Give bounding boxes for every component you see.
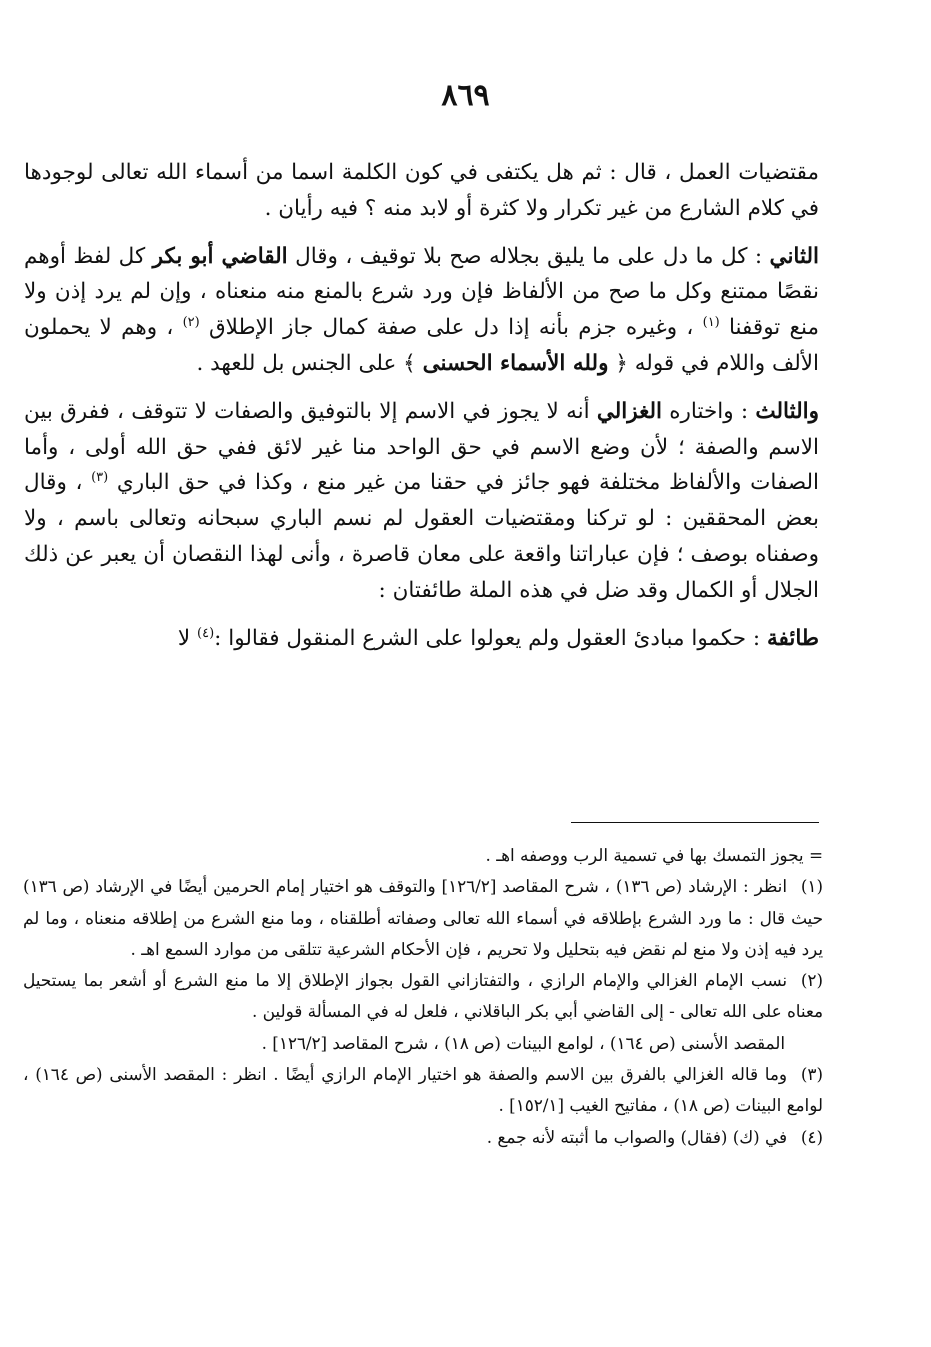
quran-quote: ولله الأسماء الحسنى — [422, 350, 609, 376]
paragraph-4 — [24, 621, 819, 657]
footnote-number: (٢) — [800, 970, 823, 991]
main-text — [24, 155, 819, 668]
paragraph-text: أنه لا يجوز في الاسم إلا بالتوفيق والصفات لا تتوقف ، ففرق بين الاسم والصفة ؛ لأن وضع الاسم في حق الواحد منا غير لائق ففي حق الله أولى ، وأما الصفات والألفاظ مختلفة فهو جائز في حقنا من غير منع ، وكذا في حق الباري — [24, 398, 819, 496]
footnote-text: وما قاله الغزالي بالفرق بين الاسم والصفة هو اختيار الإمام الرازي أيضًا . انظر : المقصد الأسنى (ص ١٦٤) ، لوامع البينات (ص ١٨) ، مفاتيح الغيب [١٥٢/١] . — [23, 1064, 823, 1116]
footnote-ref-3[interactable]: (٣) — [91, 470, 109, 486]
footnote-3 — [23, 1059, 823, 1122]
paragraph-text: : واختاره — [662, 398, 756, 424]
paragraph-3 — [24, 394, 819, 609]
paragraph-text: لا — [177, 625, 198, 651]
footnote-1 — [23, 871, 823, 965]
bold-name: الغزالي — [596, 398, 663, 424]
footnote-text: في (ك) (فقال) والصواب ما أثبته لأنه جمع . — [486, 1126, 787, 1147]
footnote-number: (٣) — [800, 1064, 823, 1085]
footnote-divider — [571, 822, 819, 823]
footnote-4 — [23, 1122, 823, 1153]
footnote-ref-2[interactable]: (٢) — [182, 315, 200, 331]
paragraph-label: الثاني — [769, 243, 819, 269]
footnote-number: (١) — [800, 876, 823, 897]
paragraph-text: ، وهم لا يحملون الألف واللام في قوله ﴿ — [24, 315, 819, 376]
paragraph-text: ، وقال بعض المحققين : لو تركنا ومقتضيات العقول لم نسم الباري سبحانه وتعالى باسم ، ولا وصفناه بوصف ؛ فإن عباراتنا واقعة على معان قاصرة ، وأنى لهذا النقصان أن يعبر عن ذلك الجلال أو الكمال وقد ضل في هذه الملة طائفتان : — [24, 470, 819, 603]
footnote-2 — [23, 965, 823, 1028]
footnote-number: (٤) — [800, 1126, 823, 1147]
footnote-ref-4[interactable]: (٤) — [197, 625, 215, 641]
paragraph-label: والثالث — [755, 398, 819, 424]
footnote-continuation: = يجوز التمسك بها في تسمية الرب ووصفه اهـ . — [485, 845, 823, 865]
paragraph-text: ، وغيره جزم بأنه إذا دل على صفة كمال جاز الإطلاق — [199, 315, 703, 341]
paragraph-1 — [24, 155, 819, 227]
paragraph-text: كل لفظ أوهم نقصًا ممتنع وكل ما صح من الألفاظ فإن ورد شرع بالمنع منه منعناه ، وإن لم يرد إذن ولا منع توقفنا — [24, 243, 819, 341]
bold-name: القاضي أبو بكر — [152, 243, 288, 269]
paragraph-text: ﴾ على الجنس بل للعهد . — [196, 350, 423, 376]
footnote-2-sources: المقصد الأسنى (ص ١٦٤) ، لوامع البينات (ص ١٨) ، شرح المقاصد [١٢٦/٢] . — [261, 1032, 785, 1053]
footnote-text: انظر : الإرشاد (ص ١٣٦) ، شرح المقاصد [١٢٦/٢] والتوقف هو اختيار إمام الحرمين أيضًا في الإرشاد (ص ١٣٦) حيث قال : ما ورد الشرع بإطلاقه في أسماء الله تعالى وصفاته أطلقناه ، وما منع الشرع من إطلاقه منعناه ، وما لم يرد فيه إذن ولا منع لم نقض فيه بتحليل ولا تحريم ، فإن الأحكام الشرعية تتلقى من موارد السمع اهـ . — [23, 876, 823, 959]
footnote-text: نسب الإمام الغزالي والإمام الرازي ، والتفتازاني القول بجواز الإطلاق إلا ما منع الشرع أو أشعر بما يستحيل معناه على الله تعالى - إلى القاضي أبي بكر الباقلاني ، فلعل له في المسألة قولين . — [23, 970, 823, 1022]
paragraph-text: : حكموا مبادئ العقول ولم يعولوا على الشرع المنقول فقالوا : — [214, 625, 767, 651]
footnote-ref-1[interactable]: (١) — [702, 315, 720, 331]
paragraph-2 — [24, 239, 819, 382]
footnotes — [23, 840, 823, 1153]
paragraph-text: مقتضيات العمل ، قال : ثم هل يكتفى في كون الكلمة اسما من أسماء الله تعالى لوجودها في كلام الشارع من غير تكرار ولا كثرة أو لابد منه ؟ فيه رأيان . — [24, 160, 819, 221]
page-number: ٨٦٩ — [441, 78, 490, 113]
paragraph-text: : كل ما دل على ما يليق بجلاله صح بلا توقيف ، وقال — [287, 243, 770, 269]
paragraph-label: طائفة — [766, 625, 819, 651]
